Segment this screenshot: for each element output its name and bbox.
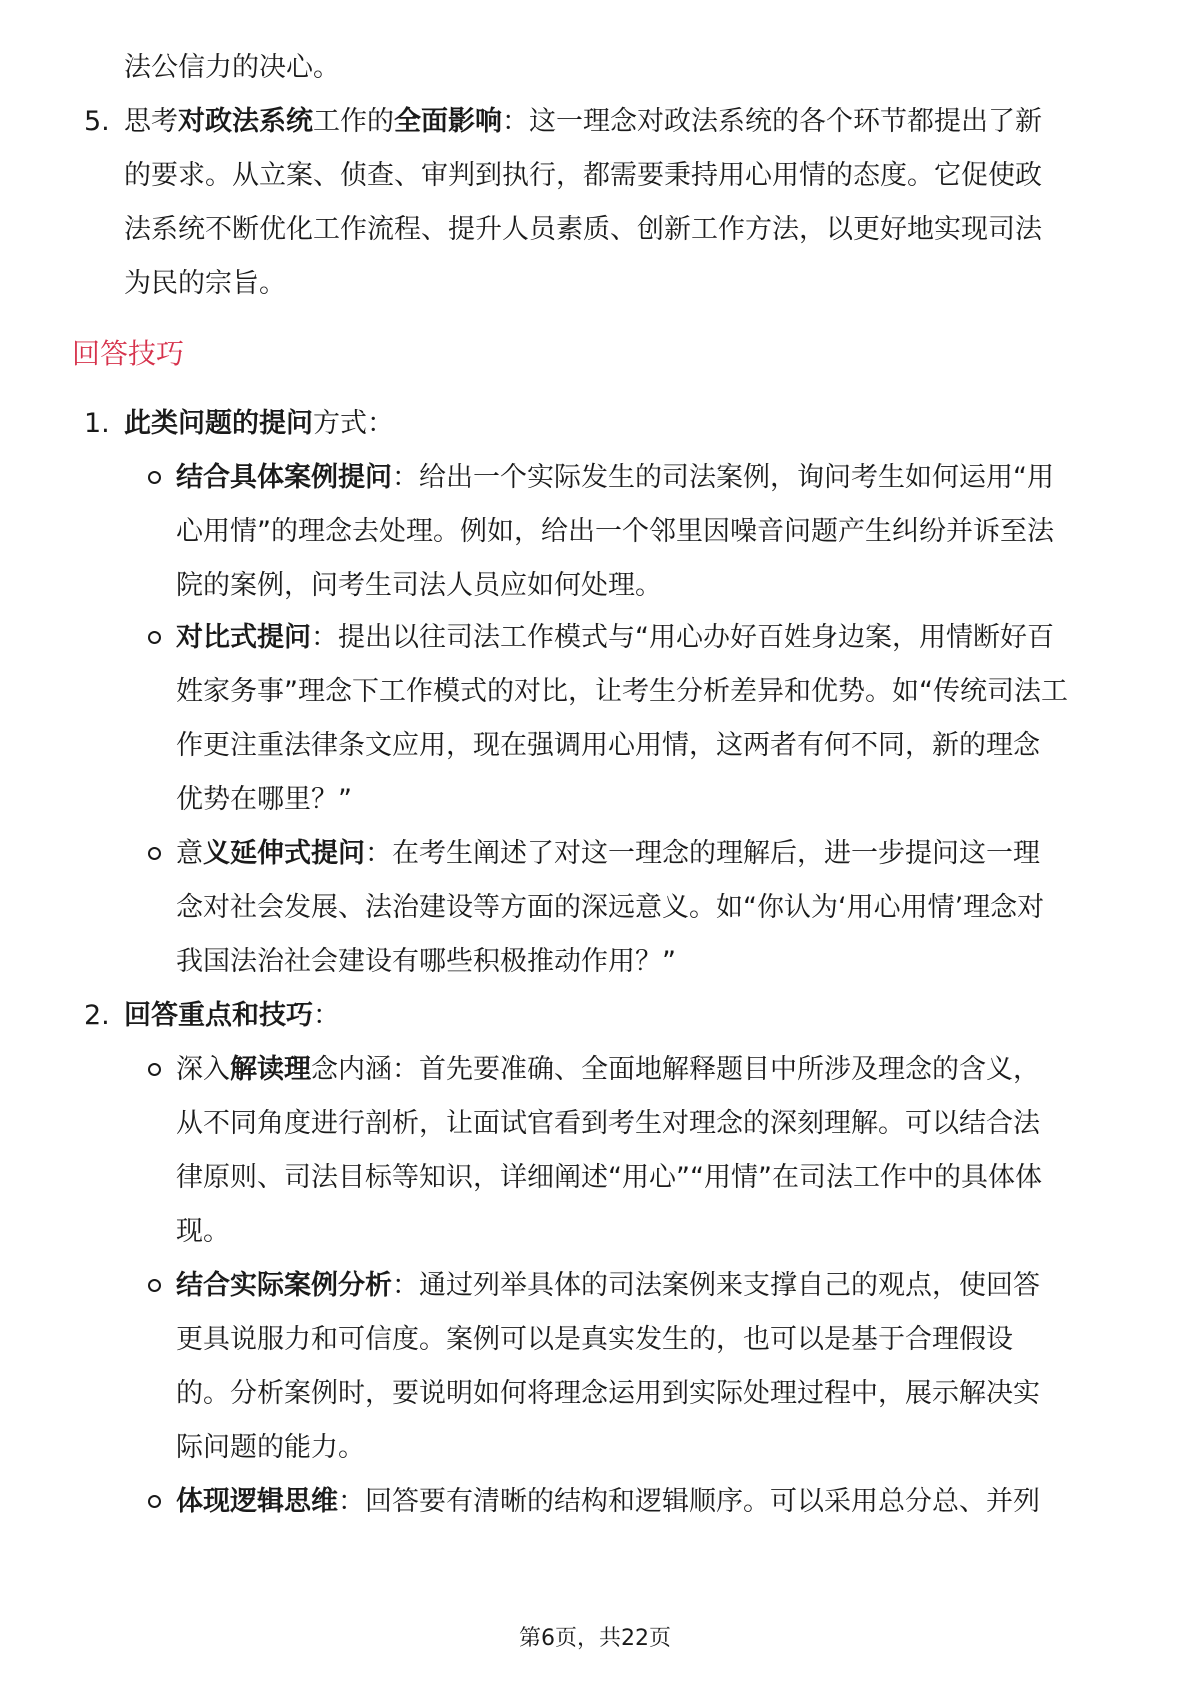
list2-bullet1-line: 律原则、司法目标等知识，详细阐述“用心”“用情”在司法工作中的具体体 [176,1162,1042,1193]
list1-bullet1-first: 结合具体案例提问：给出一个实际发生的司法案例，询问考生如何运用“用 [176,462,1054,493]
item5-line: 的要求。从立案、侦查、审判到执行，都需要秉持用心用情的态度。它促使政 [124,160,1042,191]
list1-bullet2-first: 对比式提问：提出以往司法工作模式与“用心办好百姓身边案，用情断好百 [176,622,1054,653]
list2-title: 回答重点和技巧： [124,1000,340,1031]
list1-bullet2-line: 姓家务事”理念下工作模式的对比，让考生分析差异和优势。如“传统司法工 [176,676,1068,707]
list2-bullet3-first: 体现逻辑思维：回答要有清晰的结构和逻辑顺序。可以采用总分总、并列 [176,1486,1040,1517]
list1-bullet3-line: 念对社会发展、法治建设等方面的深远意义。如“你认为‘用心用情’理念对 [176,892,1045,923]
item5-line: 法系统不断优化工作流程、提升人员素质、创新工作方法，以更好地实现司法 [124,214,1042,245]
bullet-marker [148,847,161,860]
section-heading: 回答技巧 [72,337,185,370]
list2-bullet1-first: 深入解读理念内涵：首先要准确、全面地解释题目中所涉及理念的含义， [176,1054,1040,1085]
list1-bullet2-line: 作更注重法律条文应用，现在强调用心用情，这两者有何不同，新的理念 [176,730,1040,761]
list2-bullet2-line: 的。分析案例时，要说明如何将理念运用到实际处理过程中，展示解决实 [176,1378,1040,1409]
intro-tail-text: 法公信力的决心。 [124,52,340,83]
bullet-marker [148,1063,161,1076]
bullet-marker [148,631,161,644]
list1-bullet3-first: 意义延伸式提问：在考生阐述了对这一理念的理解后，进一步提问这一理 [176,838,1040,869]
item5-first-line: 思考对政法系统工作的全面影响：这一理念对政法系统的各个环节都提出了新 [124,106,1042,137]
list2-bullet2-line: 更具说服力和可信度。案例可以是真实发生的，也可以是基于合理假设 [176,1324,1013,1355]
list1-bullet3-line: 我国法治社会建设有哪些积极推动作用？” [176,946,676,977]
list1-number: 1. [84,408,110,439]
list2-bullet1-line: 从不同角度进行剖析，让面试官看到考生对理念的深刻理解。可以结合法 [176,1108,1040,1139]
list2-bullet1-line: 现。 [176,1216,230,1247]
list1-bullet2-line: 优势在哪里？” [176,784,352,815]
item5-number: 5. [84,106,110,137]
list1-title: 此类问题的提问方式： [124,408,394,439]
page-footer: 第6页，共22页 [519,1626,671,1651]
list2-number: 2. [84,1000,110,1031]
list2-bullet2-first: 结合实际案例分析：通过列举具体的司法案例来支撑自己的观点，使回答 [176,1270,1040,1301]
list1-bullet1-line: 心用情”的理念去处理。例如，给出一个邻里因噪音问题产生纠纷并诉至法 [176,516,1054,547]
item5-line: 为民的宗旨。 [124,268,286,299]
bullet-marker [148,471,161,484]
bullet-marker [148,1279,161,1292]
list2-bullet2-line: 际问题的能力。 [176,1432,365,1463]
bullet-marker [148,1495,161,1508]
list1-bullet1-line: 院的案例，问考生司法人员应如何处理。 [176,570,662,601]
